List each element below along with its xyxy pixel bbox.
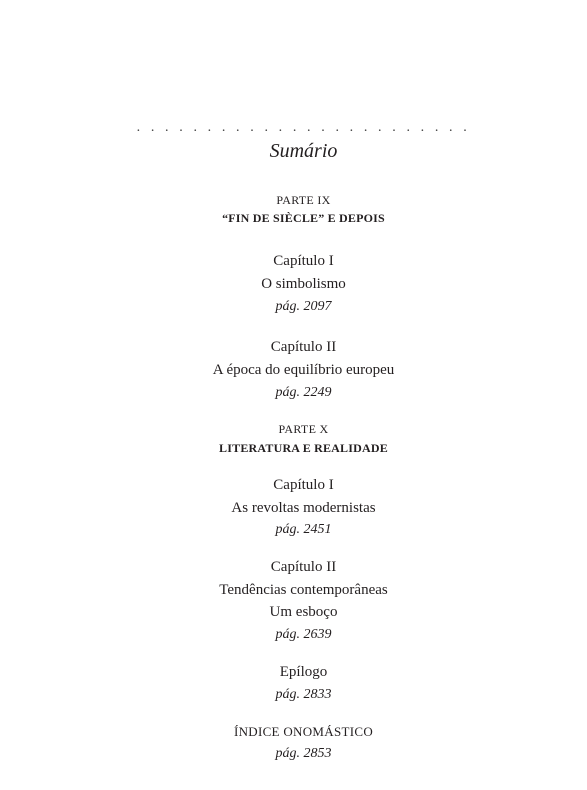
index-label: ÍNDICE ONOMÁSTICO [233,724,374,739]
chapter-label: Capítulo I [273,477,334,493]
chapter-title: A época do equilíbrio europeu [212,362,395,378]
part-label: PARTE IX [276,193,331,207]
chapter-label: Capítulo II [270,339,337,355]
page-title: Sumário [269,140,338,162]
page-reference: pág. 2853 [275,746,332,761]
chapter-title: As revoltas modernistas [231,500,376,516]
page-reference: pág. 2833 [275,687,332,702]
chapter-title: Tendências contemporâneas [219,582,388,598]
page-reference: pág. 2249 [275,385,332,400]
chapter-label: Capítulo II [270,559,337,575]
part-label: PARTE X [278,422,329,436]
chapter-label: Capítulo I [273,253,334,269]
page-reference: pág. 2639 [275,627,332,642]
page-reference: pág. 2451 [275,522,332,537]
dotted-rule: . . . . . . . . . . . . . . . . . . . . . . . . [136,120,471,135]
part-title: LITERATURA E REALIDADE [219,441,388,455]
epilogue-label: Epílogo [279,664,328,680]
page-reference: pág. 2097 [275,299,332,314]
chapter-title: O simbolismo [261,276,346,292]
chapter-subtitle: Um esboço [269,604,338,620]
part-title: “FIN DE SIÈCLE” E DEPOIS [222,211,385,225]
